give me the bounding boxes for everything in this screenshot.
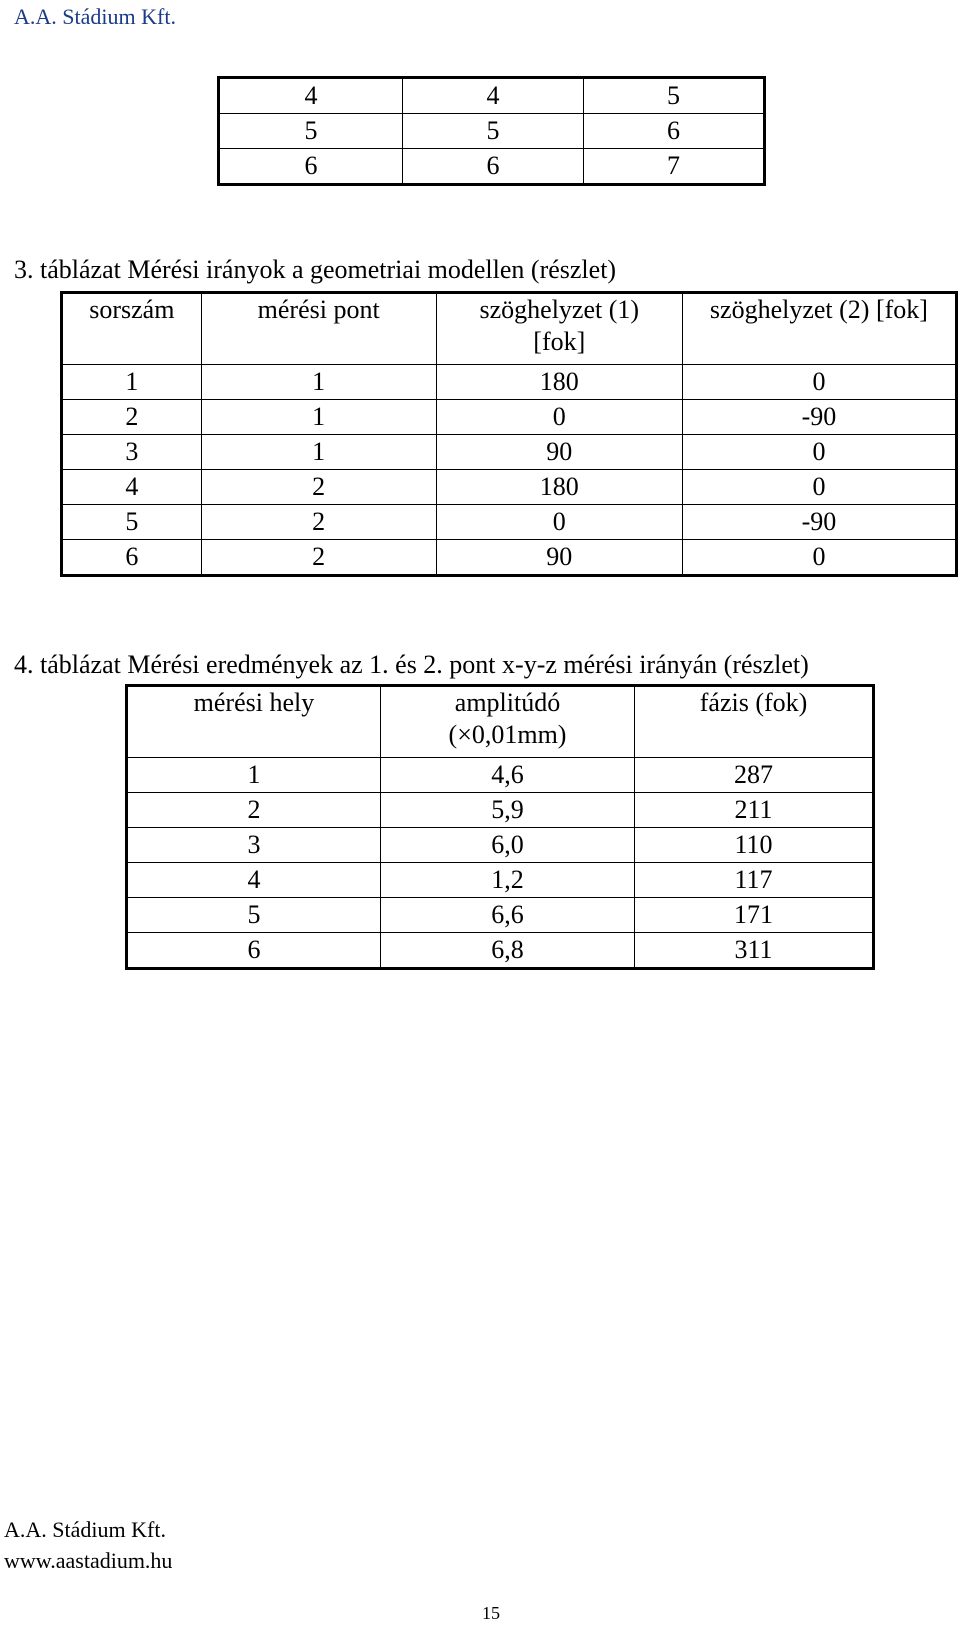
table-cell: 6 bbox=[62, 540, 202, 576]
table-cell: 4 bbox=[219, 78, 403, 114]
table-cell: 90 bbox=[436, 540, 682, 576]
table-3-measurement-directions bbox=[60, 291, 958, 577]
table-cell: 0 bbox=[436, 400, 682, 435]
table-cell: 5 bbox=[402, 114, 583, 149]
table-cell: 0 bbox=[682, 365, 956, 400]
table-header-row bbox=[127, 686, 874, 758]
table-cell: 6 bbox=[402, 149, 583, 185]
table-cell: 4,6 bbox=[380, 758, 634, 793]
table-row bbox=[127, 933, 874, 969]
table-cell: 4 bbox=[127, 863, 381, 898]
table-row bbox=[127, 898, 874, 933]
table-cell: 6 bbox=[219, 149, 403, 185]
table-cell: 1 bbox=[62, 365, 202, 400]
table-row bbox=[219, 114, 765, 149]
table-cell: 5 bbox=[219, 114, 403, 149]
column-header-line: (×0,01mm) bbox=[448, 720, 567, 749]
table-cell: 2 bbox=[201, 470, 436, 505]
table-cell: 7 bbox=[583, 149, 764, 185]
table-cell: 1 bbox=[201, 400, 436, 435]
table-row bbox=[62, 540, 957, 576]
table-cell: 2 bbox=[62, 400, 202, 435]
table-cell: 1 bbox=[127, 758, 381, 793]
table-cell: 110 bbox=[635, 828, 874, 863]
table-row bbox=[127, 828, 874, 863]
table-cell: 1,2 bbox=[380, 863, 634, 898]
table-cell: 4 bbox=[402, 78, 583, 114]
table-cell: 1 bbox=[201, 365, 436, 400]
table-row bbox=[127, 793, 874, 828]
table-cell: 2 bbox=[201, 540, 436, 576]
table-cell: 4 bbox=[62, 470, 202, 505]
table-cell: 1 bbox=[201, 435, 436, 470]
table-row bbox=[127, 758, 874, 793]
table-cell: 180 bbox=[436, 470, 682, 505]
page-number: 15 bbox=[482, 1603, 500, 1623]
column-header-meresi-pont: mérési pont bbox=[201, 293, 436, 365]
table-cell: 0 bbox=[682, 540, 956, 576]
column-header-line: [fok] bbox=[533, 327, 586, 356]
table-cell: 6,6 bbox=[380, 898, 634, 933]
column-header-szoghelyzet-1 bbox=[436, 293, 682, 365]
table-cell: 5 bbox=[62, 505, 202, 540]
column-header-fazis: fázis (fok) bbox=[635, 686, 874, 758]
table-cell: 180 bbox=[436, 365, 682, 400]
column-header-line: amplitúdó bbox=[454, 688, 561, 717]
table-fragment-top bbox=[217, 76, 766, 186]
table-row bbox=[62, 365, 957, 400]
table-cell: 0 bbox=[682, 470, 956, 505]
table-row bbox=[62, 470, 957, 505]
table-cell: 2 bbox=[127, 793, 381, 828]
table-cell: 5 bbox=[583, 78, 764, 114]
table-cell: 3 bbox=[127, 828, 381, 863]
table-cell: 6 bbox=[583, 114, 764, 149]
table-header-row bbox=[62, 293, 957, 365]
table-row bbox=[62, 400, 957, 435]
table-cell: -90 bbox=[682, 505, 956, 540]
table-row bbox=[219, 149, 765, 185]
table-cell: 5 bbox=[127, 898, 381, 933]
table-cell: 5,9 bbox=[380, 793, 634, 828]
table-row bbox=[62, 435, 957, 470]
table-cell: 171 bbox=[635, 898, 874, 933]
table-cell: 0 bbox=[682, 435, 956, 470]
column-header-sorszam: sorszám bbox=[62, 293, 202, 365]
table-cell: 287 bbox=[635, 758, 874, 793]
table-cell: 90 bbox=[436, 435, 682, 470]
table-cell: 3 bbox=[62, 435, 202, 470]
table-3-caption: 3. táblázat Mérési irányok a geometriai modellen (részlet) bbox=[14, 255, 617, 284]
column-header-amplitudo bbox=[380, 686, 634, 758]
table-cell: 311 bbox=[635, 933, 874, 969]
table-cell: 6,8 bbox=[380, 933, 634, 969]
table-row bbox=[127, 863, 874, 898]
table-cell: 211 bbox=[635, 793, 874, 828]
table-cell: 117 bbox=[635, 863, 874, 898]
table-row bbox=[62, 505, 957, 540]
table-cell: -90 bbox=[682, 400, 956, 435]
table-row bbox=[219, 78, 765, 114]
table-4-caption: 4. táblázat Mérési eredmények az 1. és 2. pont x-y-z mérési irányán (részlet) bbox=[14, 650, 809, 679]
column-header-line: szöghelyzet (1) bbox=[479, 295, 640, 324]
footer-url: www.aastadium.hu bbox=[4, 1548, 173, 1573]
header-company: A.A. Stádium Kft. bbox=[14, 4, 176, 29]
table-cell: 6 bbox=[127, 933, 381, 969]
column-header-meresi-hely: mérési hely bbox=[127, 686, 381, 758]
table-cell: 2 bbox=[201, 505, 436, 540]
table-4-measurement-results bbox=[125, 684, 875, 970]
table-cell: 0 bbox=[436, 505, 682, 540]
footer-company: A.A. Stádium Kft. bbox=[4, 1517, 166, 1542]
column-header-szoghelyzet-2: szöghelyzet (2) [fok] bbox=[682, 293, 956, 365]
table-cell: 6,0 bbox=[380, 828, 634, 863]
